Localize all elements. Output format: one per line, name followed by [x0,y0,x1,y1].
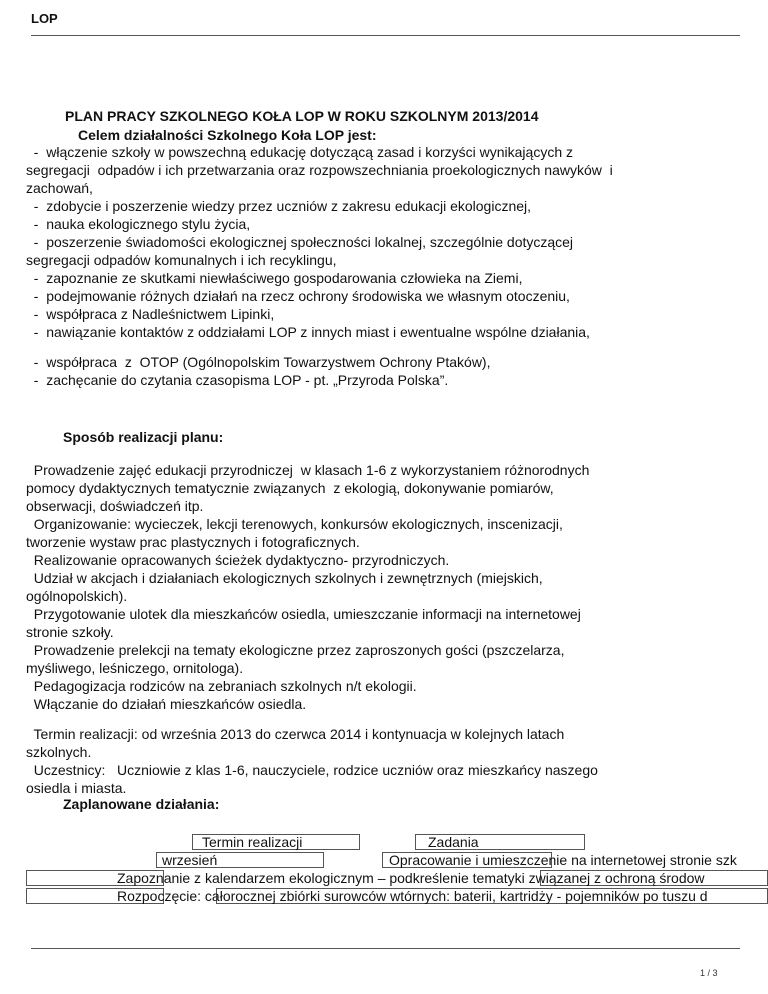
aim-line: - współpraca z OTOP (Ogólnopolskim Towarzystwem Ochrony Ptaków), [26,354,491,370]
realization-line: Prowadzenie prelekcji na tematy ekologiczne przez zaproszonych gości (pszczelarza, [26,642,565,658]
aim-line: - nawiązanie kontaktów z oddziałami LOP z innych miast i ewentualne wspólne działania, [26,324,590,340]
page-number: 1 / 3 [700,968,718,978]
aim-line: - poszerzenie świadomości ekologicznej społeczności lokalnej, szczególnie dotyczącej [26,234,574,250]
aim-line: segregacji odpadów i ich przetwarzania oraz rozpowszechniania proekologicznych nawyków i [26,162,613,178]
aim-line: - współpraca z Nadleśnictwem Lipinki, [26,306,275,322]
aim-line: - zdobycie i poszerzenie wiedzy przez uczniów z zakresu edukacji ekologicznej, [26,198,532,214]
table-month: wrzesień [162,852,218,868]
table-task-2: Zapoznanie z kalendarzem ekologicznym – podkreślenie tematyki związanej z ochroną środow [117,870,705,886]
table-task-1: Opracowanie i umieszczenie na internetowej stronie szk [389,852,737,868]
realization-line: Prowadzenie zajęć edukacji przyrodniczej w klasach 1-6 z wykorzystaniem różnorodnych [26,462,590,478]
aim-line: segregacji odpadów komunalnych i ich recyklingu, [26,252,337,268]
header-title: LOP [31,11,58,26]
aim-line: - włączenie szkoły w powszechną edukację dotyczącą zasad i korzyści wynikających z [26,144,574,160]
header-rule [31,35,740,36]
planned-actions-title: Zaplanowane działania: [63,796,220,812]
aim-line: - nauka ekologicznego stylu życia, [26,216,251,232]
aim-line: zachowań, [26,180,93,196]
realization-line: Udział w akcjach i działaniach ekologicznych szkolnych i zewnętrznych (miejskich, [26,570,543,586]
realization-line: Przygotowanie ulotek dla mieszkańców osiedla, umieszczanie informacji na internetowej [26,606,581,622]
realization-line: pomocy dydaktycznych tematycznie związanych z ekologią, dokonywanie pomiarów, [26,480,554,496]
realization-line: Pedagogizacja rodziców na zebraniach szkolnych n/t ekologii. [26,678,417,694]
realization-line: ogólnopolskich). [26,588,128,604]
realization-line: stronie szkoły. [26,624,114,640]
table-header-term: Termin realizacji [202,834,303,850]
term-line: Uczestnicy: Uczniowie z klas 1-6, nauczyciele, rodzice uczniów oraz mieszkańcy naszego [26,762,598,778]
aim-line: - podejmowanie różnych działań na rzecz ochrony środowiska we własnym otoczeniu, [26,288,570,304]
aims-title: Celem działalności Szkolnego Koła LOP jest: [78,127,377,143]
realization-line: Włączanie do działań mieszkańców osiedla. [26,696,307,712]
aim-line: - zachęcanie do czytania czasopisma LOP - pt. „Przyroda Polska”. [26,372,449,388]
term-line: Termin realizacji: od września 2013 do czerwca 2014 i kontynuacja w kolejnych latach [26,726,565,742]
footer-rule [31,948,740,949]
realization-line: Realizowanie opracowanych ścieżek dydaktyczno- przyrodniczych. [26,552,450,568]
realization-title: Sposób realizacji planu: [63,429,224,445]
table-task-3: Rozpoczęcie: całorocznej zbiórki surowców wtórnych: baterii, kartridży - pojemników po tuszu d [117,888,708,904]
term-line: szkolnych. [26,744,92,760]
realization-line: myśliwego, leśniczego, ornitologa). [26,660,244,676]
aim-line: - zapoznanie ze skutkami niewłaściwego gospodarowania człowieka na Ziemi, [26,270,523,286]
table-header-tasks: Zadania [428,834,479,850]
realization-line: Organizowanie: wycieczek, lekcji terenowych, konkursów ekologicznych, inscenizacji, [26,516,563,532]
document-title: PLAN PRACY SZKOLNEGO KOŁA LOP W ROKU SZKOLNYM 2013/2014 [65,108,539,124]
realization-line: tworzenie wystaw prac plastycznych i fotograficznych. [26,534,360,550]
term-line: osiedla i miasta. [26,780,127,796]
realization-line: obserwacji, doświadczeń itp. [26,498,204,514]
